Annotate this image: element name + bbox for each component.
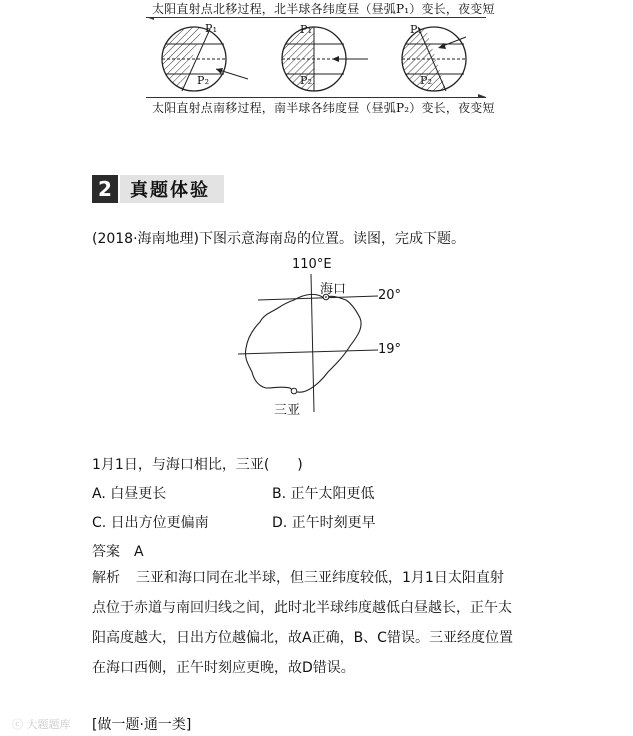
footer-section-label: [做一题·通一类] <box>92 717 192 733</box>
answer-label: 答案 <box>92 544 120 560</box>
analysis-line-1 <box>92 563 552 593</box>
analysis-line-1-text: 三亚和海口同在北半球，但三亚纬度较低，1月1日太阳直射 <box>136 570 504 586</box>
caption-south-rule <box>146 97 486 98</box>
analysis-line-3: 阳高度越大，日出方位越偏北，故A正确，B、C错误。三亚经度位置 <box>92 630 513 646</box>
analysis-line-2: 点位于赤道与南回归线之间，此时北半球纬度越低白昼越长，正午太 <box>92 600 512 616</box>
section-header <box>92 174 224 204</box>
analysis-line-4: 在海口西侧，正午时刻应更晚，故D错误。 <box>92 660 355 676</box>
north-arrowhead <box>146 17 154 20</box>
globe-1-p1-label: P₁ <box>205 22 218 35</box>
watermark-text: 大题题库 <box>26 718 71 731</box>
globe-3-p1-label: P₁ <box>410 23 423 36</box>
option-b: B. 正午太阳更低 <box>272 486 375 502</box>
watermark-logo-icon: ⓒ <box>12 718 23 731</box>
lat-20-label: 20° <box>378 288 402 303</box>
section-number: 2 <box>92 175 118 203</box>
lat-19-label: 19° <box>378 342 402 357</box>
analysis-label: 解析 <box>92 570 120 586</box>
watermark <box>12 716 71 732</box>
globe-2 <box>282 17 368 97</box>
hainan-island-outline <box>245 294 361 392</box>
city-haikou-label: 海口 <box>320 282 347 297</box>
question-stem: 1月1日，与海口相比，三亚( ) <box>92 457 303 473</box>
option-a: A. 白昼更长 <box>92 486 167 502</box>
globe-3-p2-label: P₂ <box>420 74 433 87</box>
latitude-19-line <box>238 350 378 354</box>
longitude-label: 110°E <box>292 257 332 272</box>
globe-1-p2-label: P₂ <box>197 74 210 87</box>
answer-value: A <box>134 544 144 560</box>
answer-row <box>92 541 144 561</box>
option-d: D. 正午时刻更早 <box>272 515 376 531</box>
globe-2-p1-label: P₁ <box>300 23 313 36</box>
sanya-marker <box>291 388 297 394</box>
question-intro: (2018·海南地理)下图示意海南岛的位置。读图，完成下题。 <box>92 231 466 247</box>
caption-south: 太阳直射点南移过程，南半球各纬度昼（昼弧P₂）变长，夜变短 <box>152 101 495 115</box>
latitude-20-line <box>258 296 378 300</box>
globe-2-p2-label: P₂ <box>300 74 313 87</box>
section-title: 真题体验 <box>120 175 224 203</box>
city-sanya-label: 三亚 <box>274 403 301 418</box>
caption-north: 太阳直射点北移过程，北半球各纬度昼（昼弧P₁）变长，夜变短 <box>152 2 495 16</box>
option-c: C. 日出方位更偏南 <box>92 515 209 531</box>
analysis-block <box>92 563 552 683</box>
